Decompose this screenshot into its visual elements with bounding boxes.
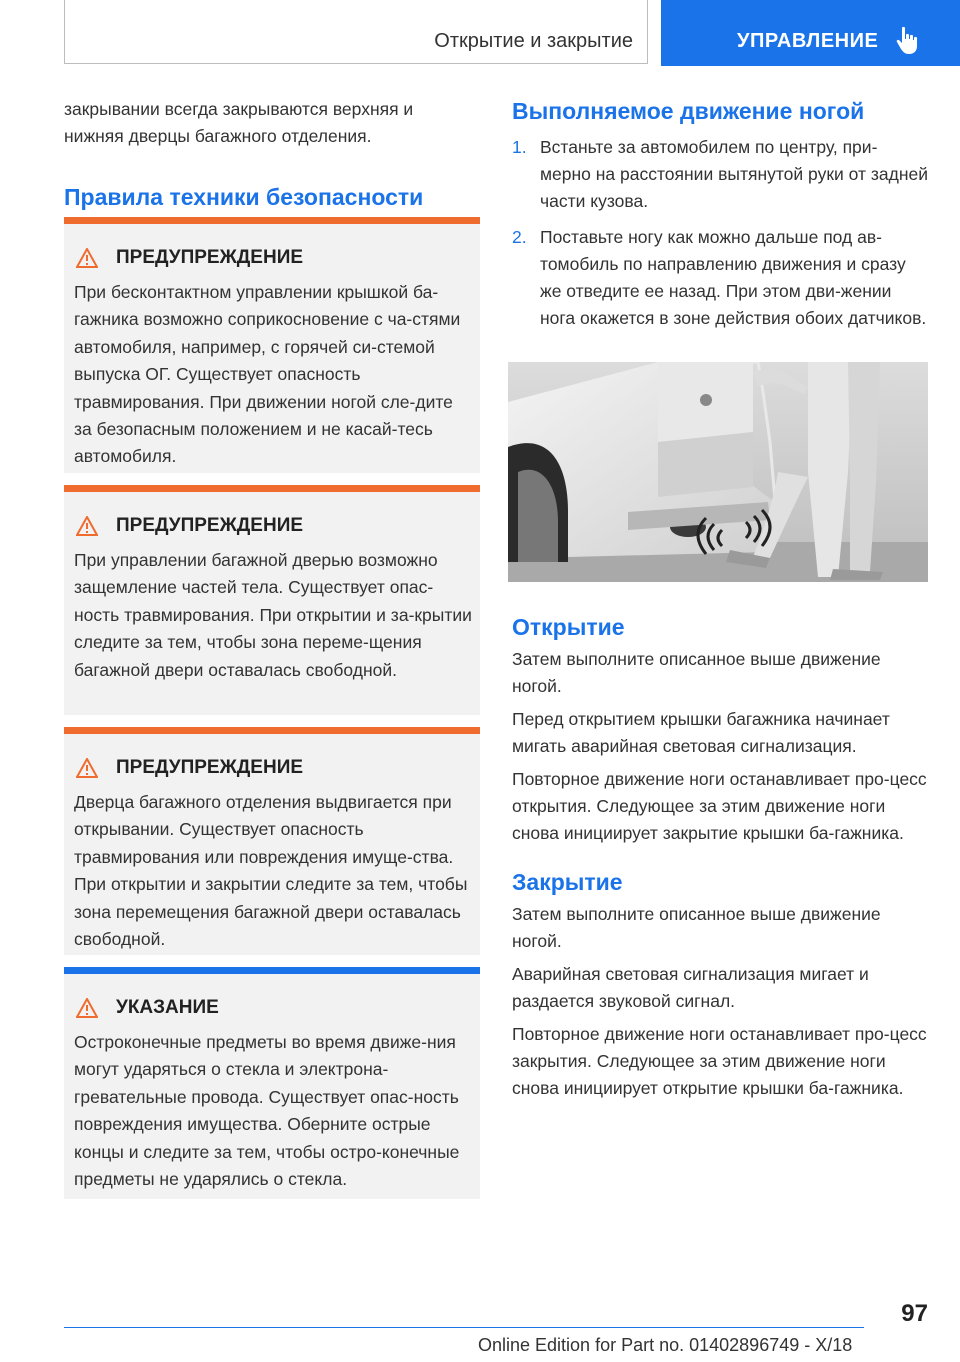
warning-title: ПРЕДУПРЕЖДЕНИЕ — [116, 757, 304, 778]
foot-gesture-illustration — [508, 362, 928, 582]
edition-text: Online Edition for Part no. 01402896749 - X/18 — [478, 1335, 853, 1355]
section-title: Открытие и закрытие — [434, 30, 633, 52]
warning-bar — [64, 485, 480, 492]
right-column-top — [512, 96, 928, 341]
warning-bar — [64, 727, 480, 734]
step-text: Поставьте ногу как можно дальше под ав-томобиль по направлению движения и сразу же отведите ее назад. При этом дви-жении нога окажется в зоне действия обоих датчиков. — [540, 227, 927, 328]
warning-title: ПРЕДУПРЕЖДЕНИЕ — [116, 247, 304, 268]
open-paragraph-1: Затем выполните описанное выше движение ногой. — [512, 649, 881, 696]
warning-triangle-icon — [76, 248, 98, 268]
notice-title-row — [76, 997, 219, 1019]
foot-movement-heading: Выполняемое движение ногой — [512, 98, 865, 124]
safety-heading: Правила техники безопасности — [64, 184, 424, 210]
header-section-box — [64, 0, 648, 64]
step-item — [512, 134, 928, 215]
hand-pointer-icon — [893, 24, 925, 56]
step-number: 1. — [512, 137, 527, 157]
chapter-title: УПРАВЛЕНИЕ — [737, 30, 879, 52]
footer-divider — [64, 1327, 864, 1328]
close-paragraph-2: Аварийная световая сигнализация мигает и раздается звуковой сигнал. — [512, 964, 869, 1011]
steps-list — [512, 134, 928, 332]
notice-text: Остроконечные предметы во время движе-ния могут ударяться о стекла и электрона-гревательные провода. Существует опас-ность повреждения имущества. Оберните острые концы и следите за тем, чтобы остро-конечные предметы не ударялись о стекла. — [74, 1032, 460, 1190]
warning-box — [64, 217, 480, 473]
warning-triangle-icon — [76, 998, 98, 1018]
warning-text: При управлении багажной дверью возможно защемление частей тела. Существует опас-ность травмирования. При открытии и за-крытии следите за тем, чтобы зона переме-щения багажной двери оставалась свободной. — [74, 550, 472, 680]
warning-title-row — [76, 757, 303, 779]
right-column-bottom — [512, 612, 928, 1102]
open-paragraph-2: Перед открытием крышки багажника начинает мигать аварийная световая сигнализация. — [512, 709, 890, 756]
warning-box — [64, 727, 480, 955]
page-number: 97 — [901, 1300, 928, 1327]
notice-box — [64, 967, 480, 1199]
left-column — [64, 96, 480, 212]
close-paragraph-3: Повторное движение ноги останавливает про-цесс закрытия. Следующее за этим движение ноги снова инициирует открытие крышки ба-гажника. — [512, 1024, 927, 1098]
warning-bar — [64, 217, 480, 224]
warning-title: ПРЕДУПРЕЖДЕНИЕ — [116, 515, 304, 536]
notice-title: УКАЗАНИЕ — [116, 997, 219, 1018]
notice-bar — [64, 967, 480, 974]
step-item — [512, 224, 928, 332]
intro-paragraph: закрывании всегда закрываются верхняя и нижняя дверцы багажного отделения. — [64, 99, 414, 146]
open-heading: Открытие — [512, 614, 625, 640]
step-number: 2. — [512, 227, 527, 247]
warning-triangle-icon — [76, 758, 98, 778]
header-chapter-tab[interactable] — [661, 0, 960, 66]
close-heading: Закрытие — [512, 869, 623, 895]
warning-triangle-icon — [76, 516, 98, 536]
warning-text: При бесконтактном управлении крышкой ба-гажника возможно соприкосновение с ча-стями автомобиля, например, с горячей си-стемой выпуска ОГ. Существует опасность травмирования. При движении ногой сле-дите за безопасным положением и не касай-тесь автомобиля. — [74, 282, 461, 467]
warning-title-row — [76, 515, 303, 537]
close-paragraph-1: Затем выполните описанное выше движение ногой. — [512, 904, 881, 951]
step-text: Встаньте за автомобилем по центру, при-мерно на расстоянии вытянутой руки от задней части кузова. — [540, 137, 928, 211]
warning-text: Дверца багажного отделения выдвигается при открывании. Существует опасность травмирования или повреждения имуще-ства. При открытии и закрытии следите за тем, чтобы зона перемещения багажной двери оставалась свободной. — [74, 792, 468, 950]
open-paragraph-3: Повторное движение ноги останавливает про-цесс открытия. Следующее за этим движение ноги снова инициирует закрытие крышки ба-гажника. — [512, 769, 927, 843]
warning-box — [64, 485, 480, 715]
warning-title-row — [76, 247, 303, 269]
